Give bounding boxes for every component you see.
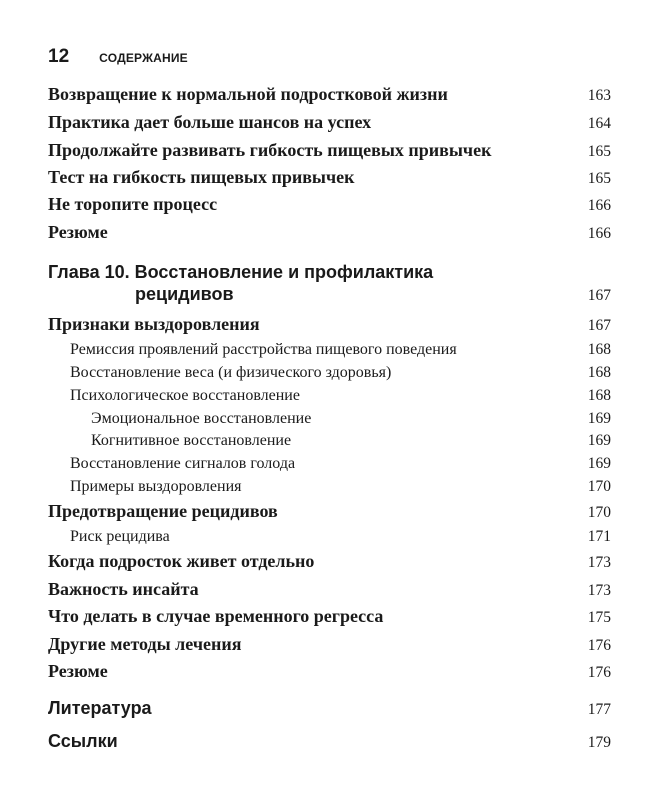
toc-entry-title: Резюме — [48, 661, 108, 681]
toc-back-matter-entry[interactable] — [48, 731, 611, 752]
toc-entry-page: 171 — [587, 528, 611, 545]
toc-entry-title: Риск рецидива — [70, 528, 170, 545]
toc-subsubentry[interactable] — [91, 432, 611, 450]
toc-entry[interactable] — [48, 167, 611, 188]
toc-entry-page: 176 — [587, 664, 611, 681]
toc-entry-page: 173 — [587, 582, 611, 599]
toc-entry-title: Важность инсайта — [48, 579, 199, 599]
toc-entry-page: 170 — [587, 504, 611, 521]
toc-entry-page: 165 — [587, 170, 611, 187]
toc-subentry[interactable] — [70, 364, 611, 382]
toc-entry-page: 165 — [587, 143, 611, 160]
toc-entry-page: 169 — [587, 455, 611, 472]
toc-entry-page: 169 — [587, 410, 611, 427]
toc-entry-page: 176 — [587, 637, 611, 654]
toc-entry-title: Восстановление веса (и физического здоровья) — [70, 364, 392, 381]
toc-entry[interactable] — [48, 84, 611, 105]
toc-subentry[interactable] — [70, 455, 611, 473]
toc-subentry[interactable] — [70, 478, 611, 496]
toc-subentry[interactable] — [70, 387, 611, 405]
toc-entry-title: Восстановление сигналов голода — [70, 455, 296, 472]
toc-entry-page: 175 — [587, 609, 611, 626]
toc-entry-title: Резюме — [48, 222, 108, 242]
toc-entry-title: Что делать в случае временного регресса — [48, 606, 384, 626]
toc-entry-title: Другие методы лечения — [48, 634, 242, 654]
toc-subentry[interactable] — [70, 528, 611, 546]
toc-subentry[interactable] — [70, 341, 611, 359]
section-title: СОДЕРЖАНИЕ — [99, 51, 188, 65]
toc-entry-title: Ссылки — [48, 731, 118, 751]
toc-entry-page: 166 — [587, 197, 611, 214]
chapter-title-line1: Глава 10. Восстановление и профилактика — [48, 262, 434, 282]
toc-entry-page: 167 — [587, 317, 611, 334]
toc-entry[interactable] — [48, 501, 611, 522]
toc-entry-page: 168 — [587, 364, 611, 381]
toc-entry[interactable] — [48, 140, 611, 161]
toc-entry[interactable] — [48, 579, 611, 600]
toc-entry[interactable] — [48, 314, 611, 335]
toc-entry-page: 177 — [587, 701, 611, 718]
toc-entry-title: Возвращение к нормальной подростковой жизни — [48, 84, 448, 104]
toc-entry-title: Не торопите процесс — [48, 194, 218, 214]
toc-entry[interactable] — [48, 194, 611, 215]
toc-entry-page: 173 — [587, 554, 611, 571]
toc-entry-title: Тест на гибкость пищевых привычек — [48, 167, 355, 187]
toc-entry-title: Признаки выздоровления — [48, 314, 260, 334]
toc-entry[interactable] — [48, 112, 611, 133]
page-header — [48, 46, 188, 68]
toc-entry[interactable] — [48, 551, 611, 572]
toc-entry-title: Когнитивное восстановление — [91, 432, 292, 449]
toc-entry-title: Эмоциональное восстановление — [91, 410, 312, 427]
toc-entry-page: 163 — [587, 87, 611, 104]
toc-entry[interactable] — [48, 634, 611, 655]
toc-entry-title: Психологическое восстановление — [70, 387, 300, 404]
toc-entry[interactable] — [48, 222, 611, 243]
toc-subsubentry[interactable] — [91, 410, 611, 428]
chapter-heading[interactable] — [48, 262, 611, 305]
toc-entry-page: 168 — [587, 341, 611, 358]
chapter-title-line2: рецидивов — [135, 284, 234, 304]
toc-entry-page: 179 — [587, 734, 611, 751]
toc-entry-title: Практика дает больше шансов на успех — [48, 112, 372, 132]
toc-back-matter-entry[interactable] — [48, 698, 611, 719]
toc-entry-page: 170 — [587, 478, 611, 495]
page-number: 12 — [48, 46, 70, 67]
toc-entry-title: Когда подросток живет отдельно — [48, 551, 315, 571]
toc-entry-page: 166 — [587, 225, 611, 242]
toc-entry-title: Продолжайте развивать гибкость пищевых привычек — [48, 140, 492, 160]
toc-entry-page: 169 — [587, 432, 611, 449]
toc-entry-title: Ремиссия проявлений расстройства пищевого поведения — [70, 341, 457, 358]
toc-entry-page: 164 — [587, 115, 611, 132]
toc-entry[interactable] — [48, 606, 611, 627]
toc-entry-page: 168 — [587, 387, 611, 404]
chapter-page: 167 — [587, 287, 611, 304]
toc-entry-title: Примеры выздоровления — [70, 478, 242, 495]
toc-entry[interactable] — [48, 661, 611, 682]
toc-entry-title: Литература — [48, 698, 152, 718]
toc-entry-title: Предотвращение рецидивов — [48, 501, 278, 521]
